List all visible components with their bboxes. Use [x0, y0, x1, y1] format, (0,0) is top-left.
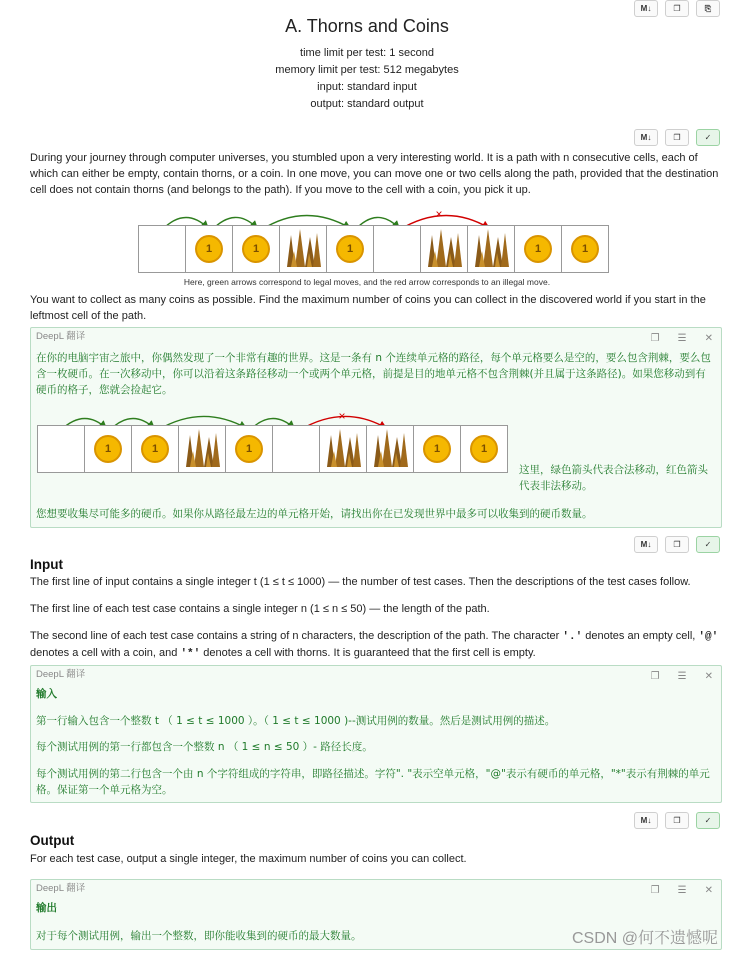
translate-icon[interactable]: ⎘ — [696, 0, 720, 17]
markdown-button[interactable]: M↓ — [634, 0, 658, 17]
copy-icon[interactable]: ❐ — [650, 671, 660, 682]
path-cell-empty — [373, 225, 420, 273]
coin-icon: 1 — [242, 235, 270, 263]
path-cell-thorns — [467, 225, 514, 273]
coin-icon: 1 — [195, 235, 223, 263]
zh-output-paragraph: 对于每个测试用例，输出一个整数，即你能收集到的硬币的最大数量。 — [36, 930, 362, 942]
path-cell-empty — [272, 425, 319, 473]
path-cell-coin — [326, 225, 373, 273]
translation-label: DeepL 翻译 — [36, 331, 86, 342]
zh-statement-paragraph-1: 在你的电脑宇宙之旅中，你偶然发现了一个非常有趣的世界。这是一条有 n 个连续单元格的路径，每个单元格要么是空的，要么包含荆棘，要么包含一枚硬币。在一次移动中，你可以沿着这条路径移动一个或两个单元格，前提是目的地单元格不包含荆棘(并且属于这条路径)。如果您移动到有硬币的格子，您就会捡起它。 — [36, 352, 711, 396]
close-icon[interactable]: ✕ — [704, 333, 713, 344]
translation-box-statement — [30, 327, 722, 528]
output-toolbar — [634, 812, 720, 829]
coin-icon: 1 — [336, 235, 364, 263]
path-cell-coin — [514, 225, 561, 273]
memory-limit: memory limit per test: 512 megabytes — [275, 64, 459, 76]
coin-icon: 1 — [470, 435, 498, 463]
close-icon[interactable]: ✕ — [704, 885, 713, 896]
zh-input-paragraph-2: 每个测试用例的第一行都包含一个整数 n （ 1 ≤ n ≤ 50 ）- 路径长度。 — [36, 741, 373, 753]
path-cell-coin — [561, 225, 609, 273]
thorns-icon — [323, 427, 363, 472]
path-cell-coin — [185, 225, 232, 273]
translation-box-input: DeepL 翻译 ❐ ☰ ✕ 输入 第一行输入包含一个整数 t （ 1 ≤ t ≤ 1000 ）。（ 1 ≤ t ≤ 1000 )--测试用例的数量。然后是测试用例的描述。 每个测试用例的第一行都包含一个整数 n （ 1 ≤ n ≤ 50 ）- 路径长度。 每个测试用例的第二行包含一个由 n 个字符组成的字符串，即路径描述。字符". "表示空单元格，"@"表示有硬币的单元格，"*"表示有荆棘的单元格。保证第一个单元格为空。 — [30, 665, 722, 803]
copy-icon[interactable]: ❐ — [665, 812, 689, 829]
copy-icon[interactable]: ❐ — [665, 129, 689, 146]
path-strip — [37, 425, 508, 473]
copy-icon[interactable]: ❐ — [650, 885, 660, 896]
output-file: output: standard output — [310, 98, 424, 110]
copy-icon[interactable]: ❐ — [650, 333, 660, 344]
problem-title: A. Thorns and Coins — [285, 16, 449, 36]
path-cell-thorns — [319, 425, 366, 473]
coin-icon: 1 — [94, 435, 122, 463]
thorns-icon — [283, 227, 323, 272]
thorns-icon — [182, 427, 222, 472]
path-cell-coin — [460, 425, 508, 473]
input-paragraph-1: The first line of input contains a single integer t (1 ≤ t ≤ 1000) — the number of test cases. Then the descriptions of the test cases follow. — [30, 576, 691, 588]
thorns-icon — [370, 427, 410, 472]
menu-icon[interactable]: ☰ — [677, 333, 687, 344]
coin-icon: 1 — [423, 435, 451, 463]
path-cell-coin — [84, 425, 131, 473]
path-cell-empty — [37, 425, 84, 473]
menu-icon[interactable]: ☰ — [677, 671, 687, 682]
zh-caption: 这里，绿色箭头代表合法移动，红色箭头代表非法移动。 — [519, 464, 708, 492]
translate-active-icon[interactable]: ✓ — [696, 536, 720, 553]
input-file: input: standard input — [317, 81, 417, 93]
statement-toolbar — [634, 129, 720, 146]
translation-box-output: DeepL 翻译 ❐ ☰ ✕ 输出 对于每个测试用例，输出一个整数，即你能收集到的硬币的最大数量。 — [30, 879, 722, 950]
menu-icon[interactable]: ☰ — [677, 885, 687, 896]
path-cell-coin — [413, 425, 460, 473]
path-cell-empty — [138, 225, 185, 273]
input-toolbar — [634, 536, 720, 553]
thorns-icon — [424, 227, 464, 272]
output-paragraph: For each test case, output a single integer, the maximum number of coins you can collect. — [30, 853, 467, 865]
markdown-button[interactable]: M↓ — [634, 536, 658, 553]
output-heading: Output — [30, 833, 75, 848]
svg-text:×: × — [338, 409, 346, 423]
path-cell-coin — [225, 425, 272, 473]
input-paragraph-2: The first line of each test case contains a single integer n (1 ≤ n ≤ 50) — the length of the path. — [30, 603, 490, 615]
coin-icon: 1 — [141, 435, 169, 463]
time-limit: time limit per test: 1 second — [300, 47, 434, 59]
close-icon[interactable]: ✕ — [704, 671, 713, 682]
watermark: CSDN @何不遗憾呢 — [571, 930, 718, 947]
statement-paragraph-2: You want to collect as many coins as possible. Find the maximum number of coins you can collect in the discovered world if you start in the leftmost cell of the path. — [30, 294, 706, 322]
path-cell-thorns — [420, 225, 467, 273]
coin-icon: 1 — [235, 435, 263, 463]
zh-input-paragraph-1: 第一行输入包含一个整数 t （ 1 ≤ t ≤ 1000 ）。（ 1 ≤ t ≤ 1000 )--测试用例的数量。然后是测试用例的描述。 — [36, 715, 556, 727]
translate-active-icon[interactable]: ✓ — [696, 129, 720, 146]
input-heading: Input — [30, 557, 63, 572]
zh-input-heading: 输入 — [36, 688, 57, 700]
zh-statement-paragraph-2: 您想要收集尽可能多的硬币。如果你从路径最左边的单元格开始，请找出你在已发现世界中最多可以收集到的硬币数量。 — [36, 508, 593, 520]
path-cell-coin — [232, 225, 279, 273]
path-cell-coin — [131, 425, 178, 473]
zh-output-heading: 输出 — [36, 902, 57, 914]
coin-icon: 1 — [524, 235, 552, 263]
input-paragraph-3: The second line of each test case contains a string of n characters, the description of the path. The character '.' denotes an empty cell, '@' denotes a cell with a coin, and '*' denotes a cell with thorns. It is guaranteed that the first cell is empty. — [30, 630, 719, 660]
path-cell-thorns — [279, 225, 326, 273]
copy-icon[interactable]: ❐ — [665, 0, 689, 17]
markdown-button[interactable]: M↓ — [634, 129, 658, 146]
path-cell-thorns — [366, 425, 413, 473]
copy-icon[interactable]: ❐ — [665, 536, 689, 553]
path-cell-thorns — [178, 425, 225, 473]
zh-input-paragraph-3: 每个测试用例的第二行包含一个由 n 个字符组成的字符串，即路径描述。字符". "表示空单元格，"@"表示有硬币的单元格，"*"表示有荆棘的单元格。保证第一个单元格为空。 — [36, 768, 710, 796]
markdown-button[interactable]: M↓ — [634, 812, 658, 829]
statement-paragraph-1: During your journey through computer universes, you stumbled upon a very interesting world. It is a path with n consecutive cells, each of which can either be empty, contain thorns, or a coin. In one move, you can move one or two cells along the path, provided that the destination cell does not contain thorns (and belongs to the path). If you move to the cell with a coin, you pick it up. — [30, 152, 719, 196]
figure-caption: Here, green arrows correspond to legal moves, and the red arrow corresponds to an illegal move. — [183, 277, 551, 287]
translate-active-icon[interactable]: ✓ — [696, 812, 720, 829]
svg-text:×: × — [435, 207, 443, 221]
coin-icon: 1 — [571, 235, 599, 263]
thorns-icon — [471, 227, 511, 272]
top-toolbar — [634, 0, 720, 17]
path-strip — [138, 225, 609, 273]
